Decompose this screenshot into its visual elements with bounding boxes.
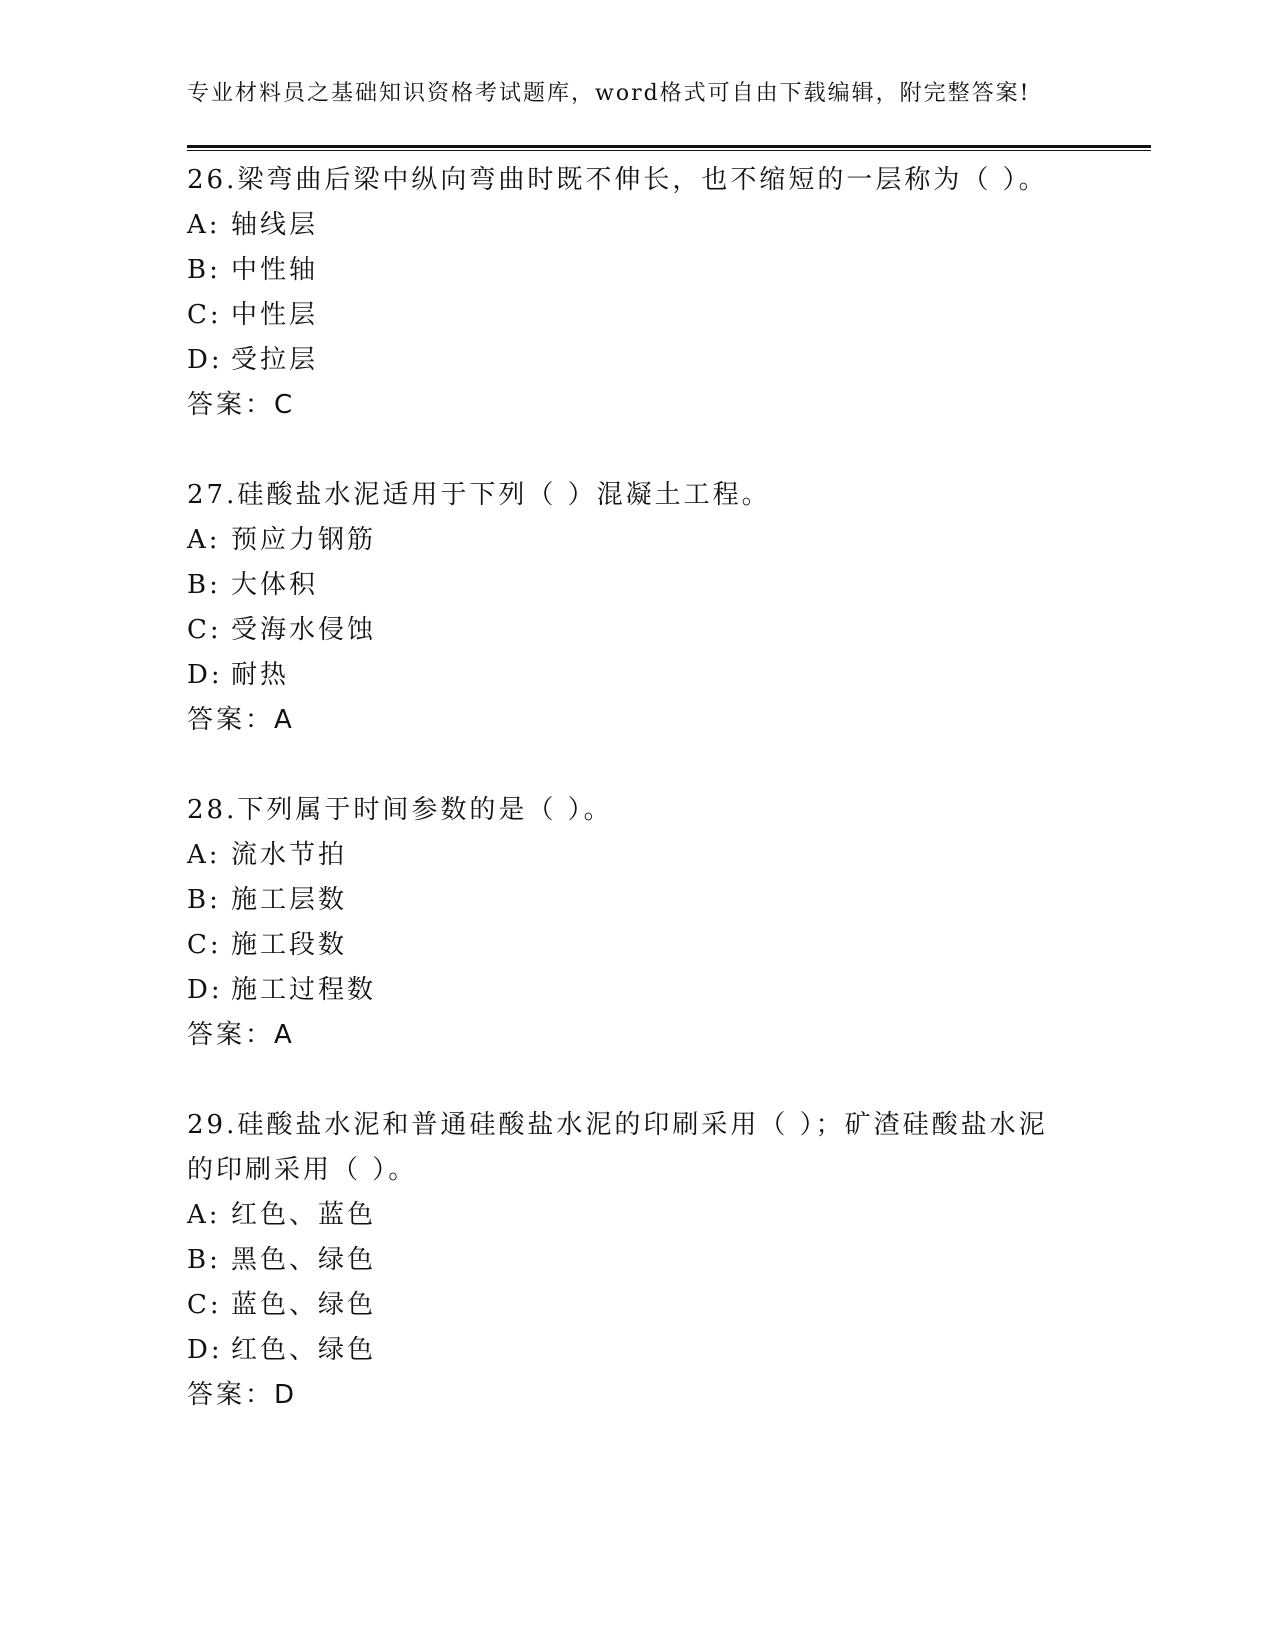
answer-value: A [274, 1020, 292, 1050]
option-text: 蓝色、绿色 [231, 1290, 377, 1320]
option-text: 施工层数 [231, 885, 348, 915]
option-a [187, 1193, 1087, 1238]
option-text: 红色、蓝色 [231, 1200, 377, 1230]
option-c [187, 293, 1087, 338]
option-a [187, 518, 1087, 563]
answer-label: 答案： [187, 1020, 275, 1050]
option-letter: C: [187, 930, 222, 960]
option-b [187, 248, 1087, 293]
answer-value: C [274, 390, 293, 420]
option-b [187, 1238, 1087, 1283]
page-header: 专业材料员之基础知识资格考试题库，word格式可自由下载编辑，附完整答案! [187, 81, 1031, 106]
option-text: 施工过程数 [231, 975, 377, 1005]
question-text-line-2: 的印刷采用（ ）。 [187, 1155, 418, 1185]
answer-value: A [274, 705, 292, 735]
option-c [187, 1283, 1087, 1328]
answer-value: D [274, 1380, 295, 1410]
answer-line [187, 1373, 1087, 1418]
option-text: 中性轴 [231, 255, 319, 285]
option-letter: A: [187, 1200, 221, 1230]
option-text: 耐热 [231, 660, 290, 690]
option-letter: A: [187, 525, 221, 555]
option-letter: C: [187, 1290, 222, 1320]
option-letter: D: [187, 345, 223, 375]
question-29 [187, 1103, 1087, 1418]
question-text-line-1: 29.硅酸盐水泥和普通硅酸盐水泥的印刷采用（ ）；矿渣硅酸盐水泥 [187, 1110, 1048, 1140]
option-text: 中性层 [231, 300, 319, 330]
option-letter: B: [187, 1245, 221, 1275]
option-letter: D: [187, 660, 223, 690]
option-b [187, 878, 1087, 923]
answer-line [187, 1013, 1087, 1058]
option-d [187, 338, 1087, 383]
option-b [187, 563, 1087, 608]
option-text: 轴线层 [231, 210, 319, 240]
question-26 [187, 158, 1087, 428]
question-text: 26.梁弯曲后梁中纵向弯曲时既不伸长，也不缩短的一层称为（ ）。 [187, 165, 1048, 195]
option-letter: C: [187, 300, 222, 330]
option-c [187, 608, 1087, 653]
option-text: 受海水侵蚀 [231, 615, 377, 645]
option-letter: B: [187, 570, 221, 600]
question-list [187, 158, 1087, 1463]
answer-line [187, 383, 1087, 428]
option-letter: B: [187, 255, 221, 285]
header-rule-thick [187, 145, 1151, 148]
option-a [187, 833, 1087, 878]
question-text: 28.下列属于时间参数的是（ ）。 [187, 795, 613, 825]
answer-label: 答案： [187, 1380, 275, 1410]
option-c [187, 923, 1087, 968]
option-text: 预应力钢筋 [231, 525, 377, 555]
option-letter: A: [187, 210, 221, 240]
option-text: 黑色、绿色 [231, 1245, 377, 1275]
option-letter: D: [187, 975, 223, 1005]
option-text: 受拉层 [231, 345, 319, 375]
option-text: 大体积 [231, 570, 319, 600]
header-rule-thin [187, 150, 1151, 151]
option-letter: A: [187, 840, 221, 870]
answer-label: 答案： [187, 705, 275, 735]
answer-label: 答案： [187, 390, 275, 420]
option-text: 红色、绿色 [231, 1335, 377, 1365]
question-27 [187, 473, 1087, 743]
option-letter: D: [187, 1335, 223, 1365]
option-text: 施工段数 [231, 930, 348, 960]
question-text: 27.硅酸盐水泥适用于下列（ ）混凝土工程。 [187, 480, 771, 510]
answer-line [187, 698, 1087, 743]
option-text: 流水节拍 [231, 840, 348, 870]
option-d [187, 1328, 1087, 1373]
question-28 [187, 788, 1087, 1058]
option-d [187, 653, 1087, 698]
option-d [187, 968, 1087, 1013]
option-letter: B: [187, 885, 221, 915]
option-a [187, 203, 1087, 248]
option-letter: C: [187, 615, 222, 645]
